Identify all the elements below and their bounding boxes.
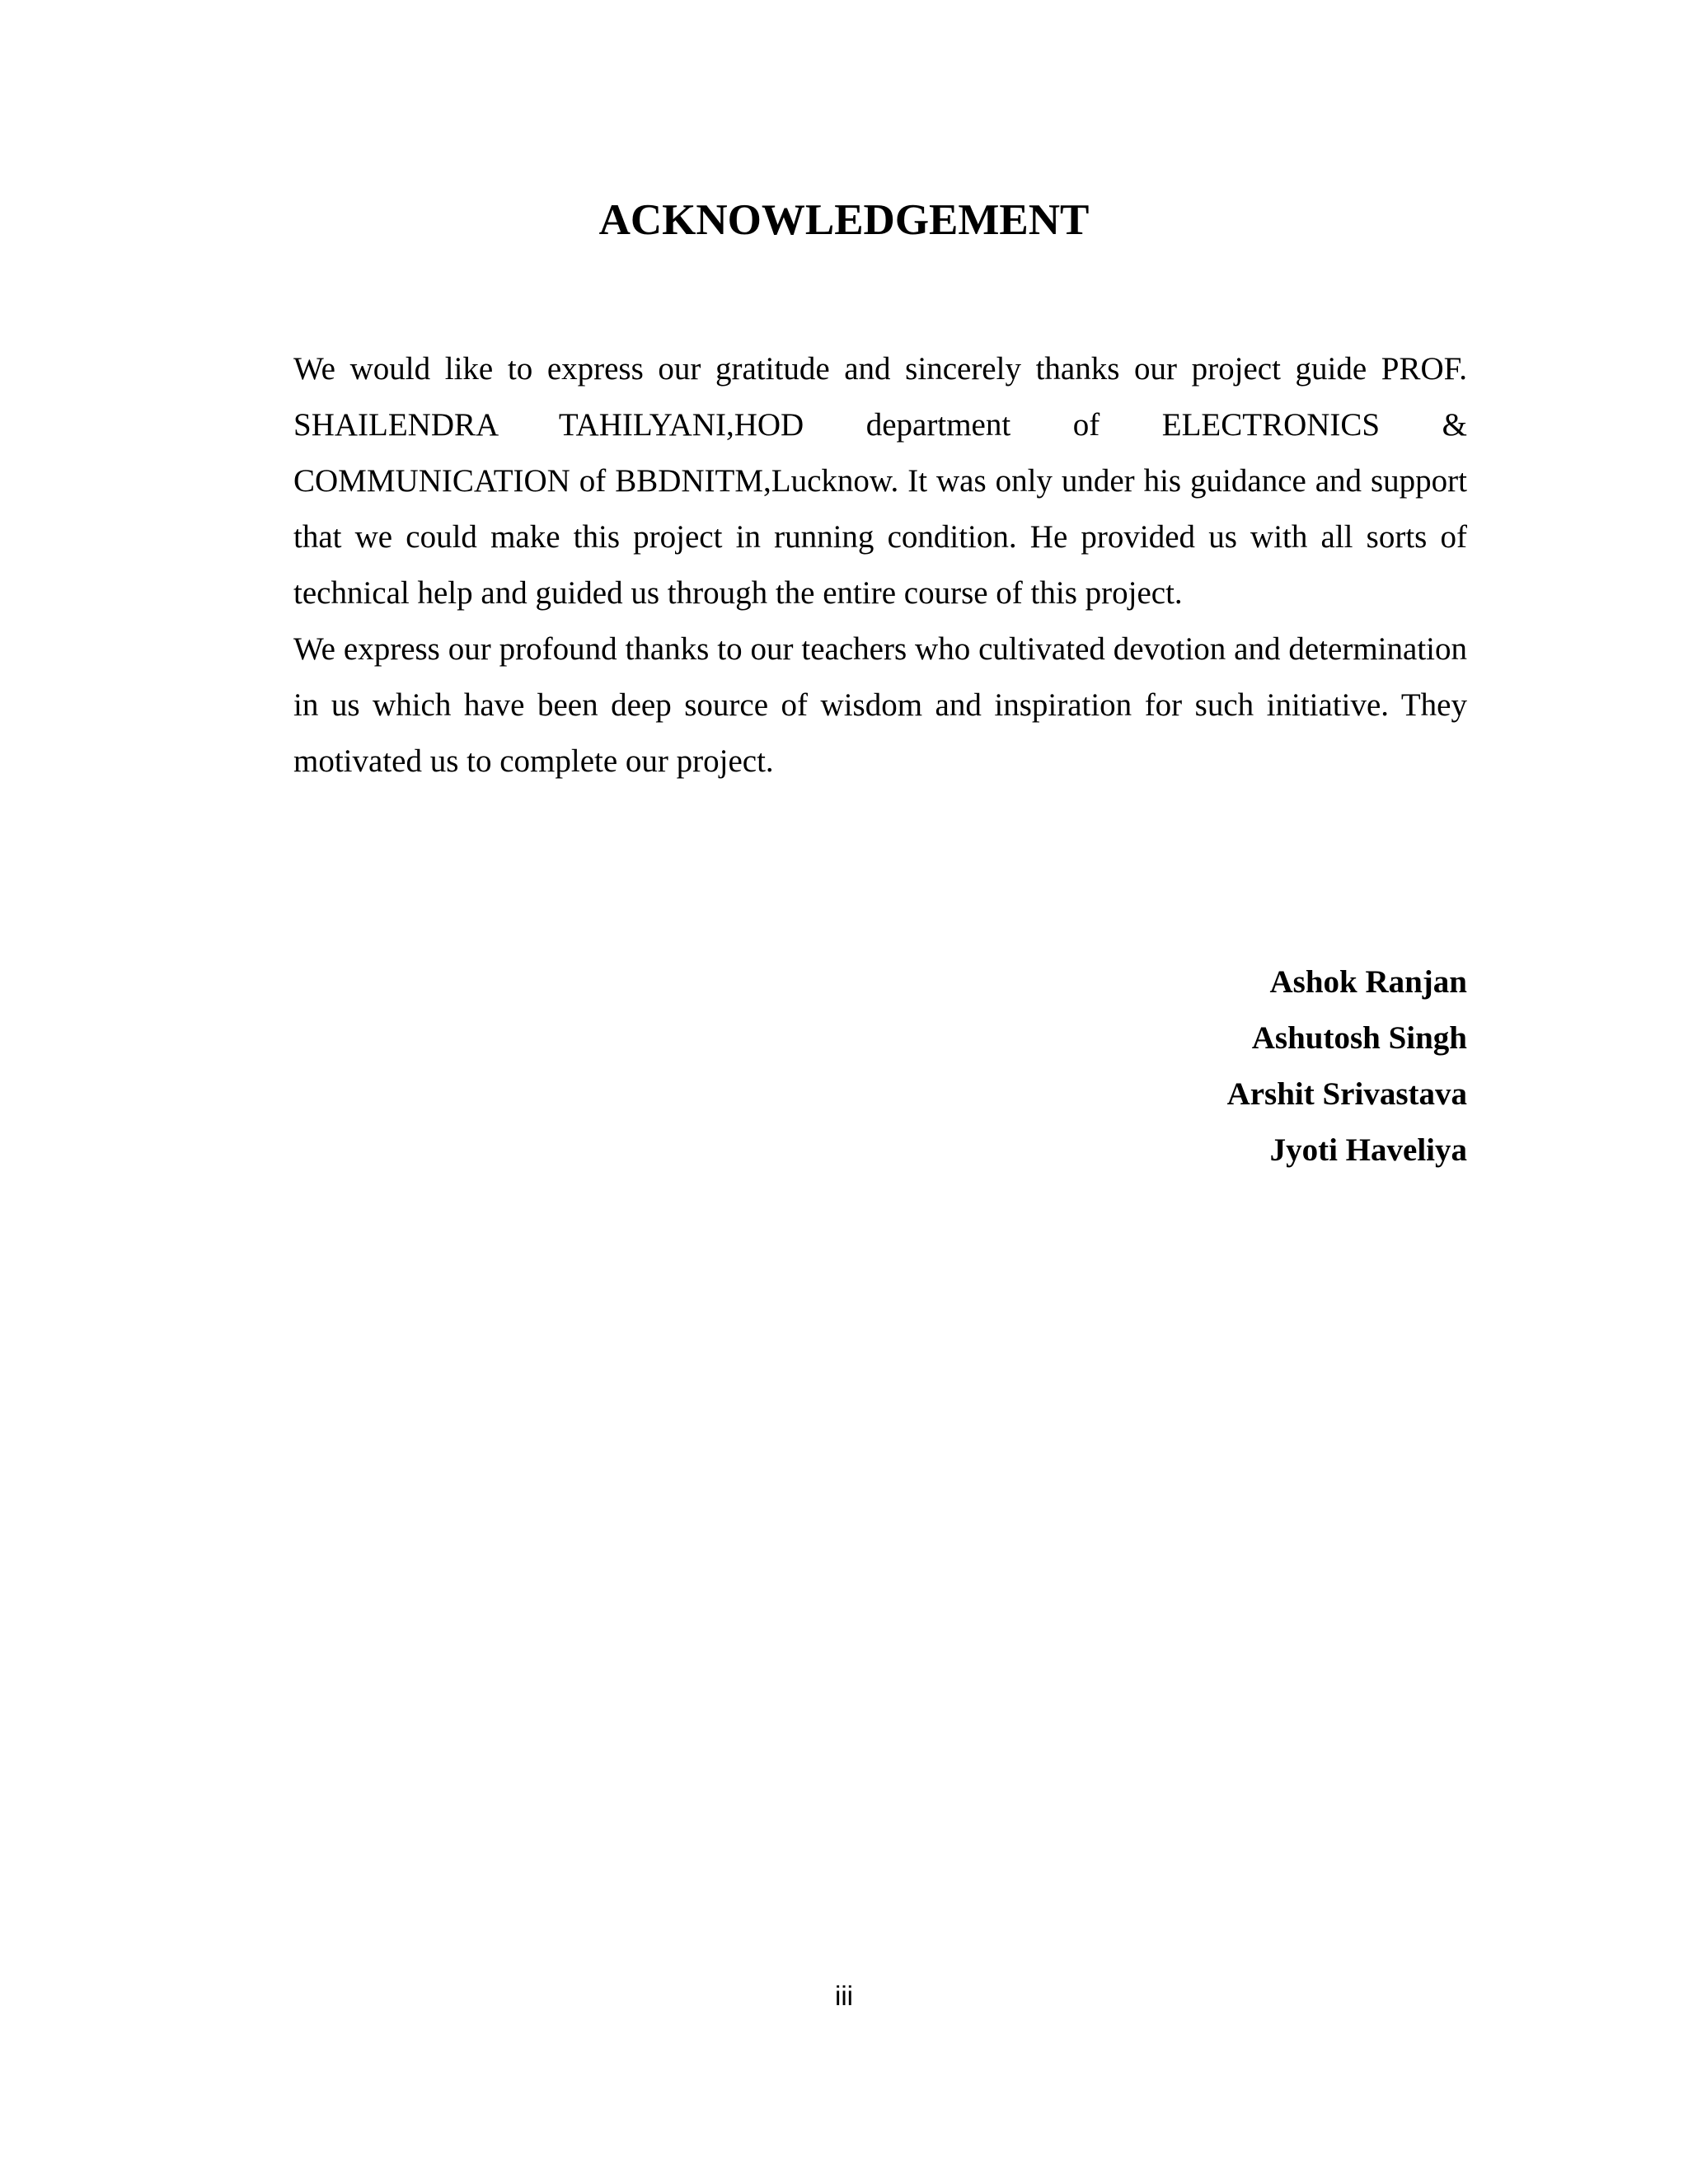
signatory-name: Arshit Srivastava [1226,1076,1467,1112]
page-title: ACKNOWLEDGEMENT [598,196,1090,244]
paragraph-gratitude: We would like to express our gratitude and sincerely thanks our project guide PROF. SHAILENDRA TAHILYANI,HOD department of ELECTRONICS & COMMUNICATION of BBDNITM,Lucknow. It was only under his guidance and support that we could make this project in running condition. He provided us with all sorts of technical help and guided us through the entire course of this project. [293,351,1467,611]
page-number: iii [835,1980,853,2011]
signatory-name: Ashutosh Singh [1251,1020,1467,1056]
paragraph-teachers: We express our profound thanks to our teachers who cultivated devotion and determination in us which have been deep source of wisdom and inspiration for such initiative. They motivated us to complete our project. [293,631,1467,779]
signatory-name: Jyoti Haveliya [1269,1132,1467,1168]
signatory-name: Ashok Ranjan [1269,964,1467,1000]
signature-block [1227,954,1467,1179]
acknowledgement-body [293,341,1467,790]
